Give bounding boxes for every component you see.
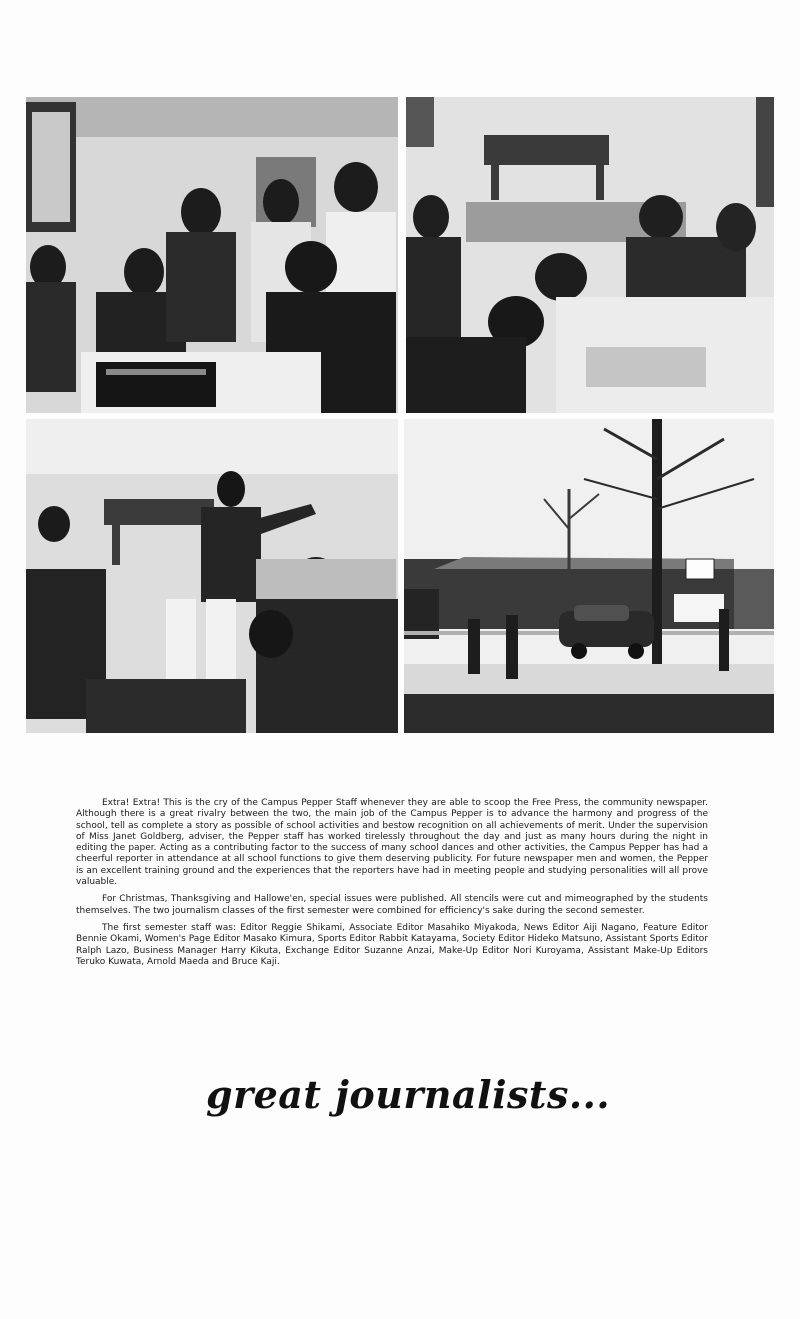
photo-student-gesturing xyxy=(26,419,398,733)
page-caption: great journalists... xyxy=(206,1072,611,1117)
article-text xyxy=(76,798,708,974)
paragraph-campus-pepper: Extra! Extra! This is the cry of the Campus Pepper Staff whenever they are able to scoop the Free Press, the community newspaper. Although there is a great rivalry between the two, the main job of the Campus Pepper is to advance the harmony and progress of the school, tell as complete a story as possible of school activities and bestow recognition on all achievements of merit. Under the supervision of Miss Janet Goldberg, adviser, the Pepper staff has worked tirelessly throughout the day and just as many hours during the night in editing the paper. Acting as a contributing factor to the success of many school dances and other activities, the Campus Pepper has had a cheerful reporter in attendance at all school functions to give them deserving publicity. For future newspaper men and women, the Pepper is an excellent training ground and the experiences that the reporters have had in meeting people and studying personalities will all prove valuable. xyxy=(76,798,708,888)
paragraph-staff-list: The first semester staff was: Editor Reggie Shikami, Associate Editor Masahiko Miyakoda, News Editor Aiji Nagano, Feature Editor Bennie Okami, Women's Page Editor Masako Kimura, Sports Editor Rabbit Katayama, Society Editor Hideko Matsuno, Assistant Sports Editor Ralph Lazo, Business Manager Harry Kikuta, Exchange Editor Suzanne Anzai, Make-Up Editor Nori Kuroyama, Assistant Make-Up Editors Teruko Kuwata, Arnold Maeda and Bruce Kaji. xyxy=(76,922,708,967)
photo-camp-building xyxy=(404,419,774,733)
photo-staff-typewriter xyxy=(26,97,398,413)
paragraph-special-issues: For Christmas, Thanksgiving and Hallowe'en, special issues were published. All stencils were cut and mimeographed by the students themselves. The two journalism classes of the first semester were combined for efficiency's sake during the second semester. xyxy=(76,894,708,916)
photo-students-desks xyxy=(406,97,774,413)
